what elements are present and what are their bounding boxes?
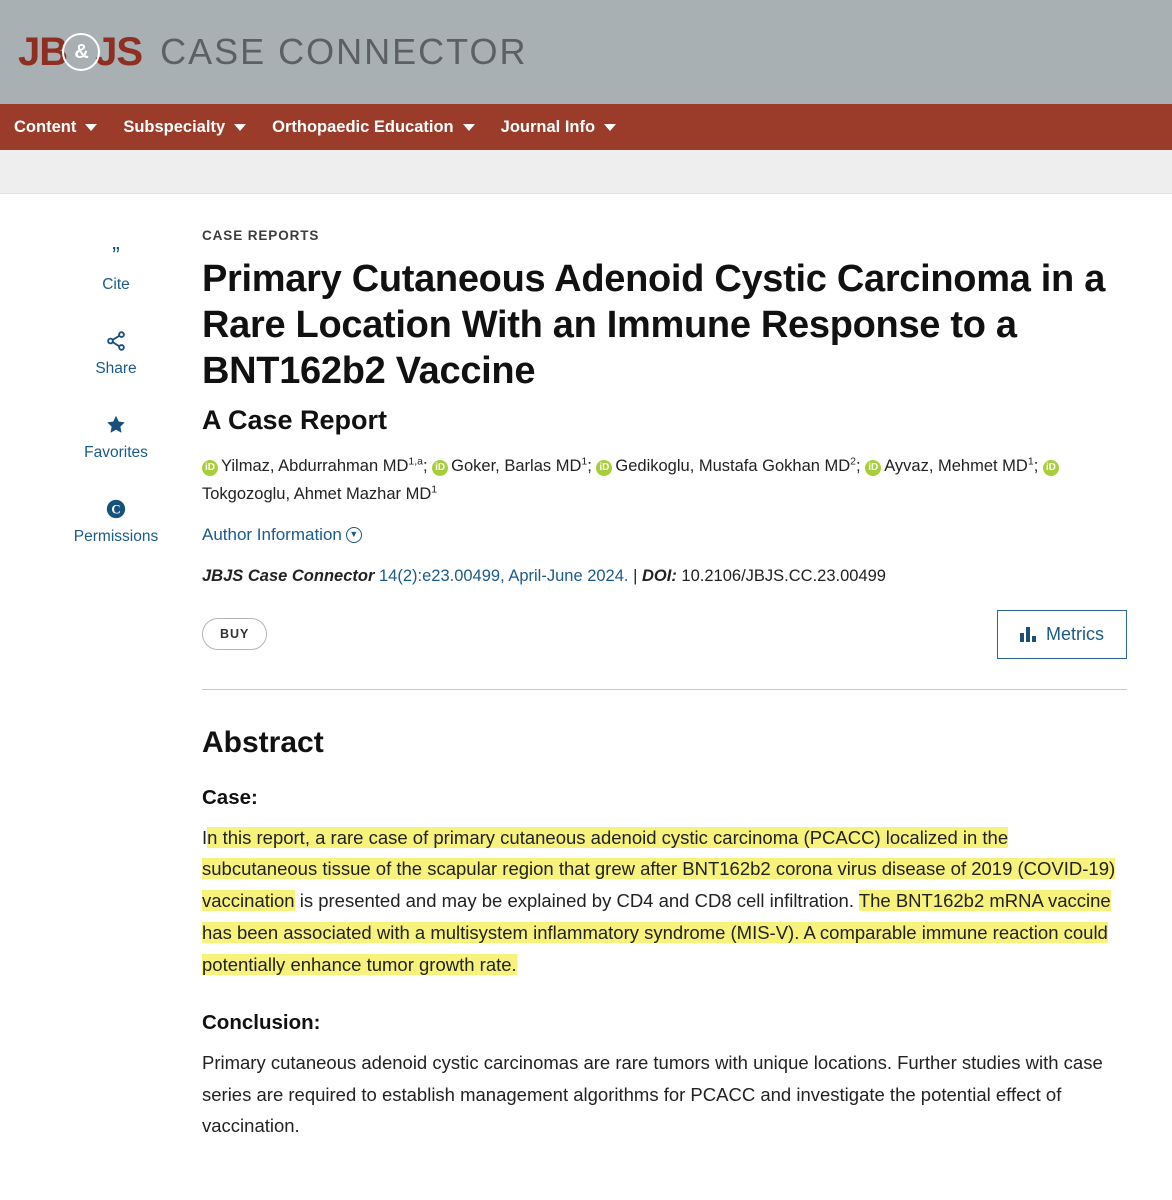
citation-separator: | — [633, 566, 638, 585]
author-separator: ; — [856, 456, 866, 475]
abstract-case-part: is presented and may be explained by CD4 and CD8 cell infiltration. — [294, 890, 859, 912]
orcid-icon[interactable]: iD — [596, 460, 612, 476]
author-entry[interactable] — [432, 457, 587, 475]
logo-wordmark: CASE CONNECTOR — [160, 31, 528, 72]
author-name: Yilmaz, Abdurrahman MD — [221, 456, 409, 475]
orcid-icon[interactable]: iD — [865, 460, 881, 476]
main-navigation — [0, 104, 1172, 150]
orcid-icon[interactable]: iD — [1043, 460, 1059, 476]
author-affiliation-marker: 1 — [1027, 455, 1034, 468]
nav-item-journal-info[interactable] — [501, 118, 616, 137]
logo-mark — [18, 30, 142, 75]
abstract-conclusion-heading: Conclusion: — [202, 1010, 321, 1034]
nav-item-orthopaedic-education[interactable] — [272, 118, 475, 137]
doi-value: 10.2106/JBJS.CC.23.00499 — [681, 566, 886, 585]
site-logo[interactable] — [18, 30, 527, 75]
author-affiliation-marker: 1,a — [408, 455, 423, 468]
nav-item-label: Orthopaedic Education — [272, 117, 454, 136]
cite-label: Cite — [102, 276, 130, 293]
section-divider — [202, 689, 1127, 690]
metrics-label: Metrics — [1046, 623, 1104, 644]
abstract-heading: Abstract — [202, 725, 324, 759]
author-name: Ayvaz, Mehmet MD — [884, 456, 1028, 475]
favorites-label: Favorites — [84, 444, 148, 461]
abstract-case-text — [202, 822, 1127, 981]
author-information-label: Author Information — [202, 524, 342, 544]
abstract-case-part: I — [202, 826, 208, 848]
citation-line — [202, 567, 1127, 586]
bar-chart-icon — [1020, 627, 1036, 642]
citation-volume-link[interactable]: 14(2):e23.00499, April-June 2024. — [378, 566, 629, 585]
chevron-down-icon — [234, 124, 246, 131]
author-entry[interactable] — [202, 457, 423, 475]
chevron-down-icon — [85, 124, 97, 131]
article-content — [192, 228, 1127, 1172]
author-separator: ; — [587, 456, 597, 475]
orcid-icon[interactable]: iD — [432, 460, 448, 476]
article-actions — [202, 610, 1127, 659]
chevron-down-icon — [604, 124, 616, 131]
author-separator: ; — [1033, 456, 1043, 475]
author-name: Gedikoglu, Mustafa Gokhan MD — [615, 456, 851, 475]
author-list — [202, 452, 1127, 509]
author-name: Tokgozoglu, Ahmet Mazhar MD — [202, 485, 432, 504]
quote-icon: ” — [112, 242, 120, 268]
journal-name: JBJS Case Connector — [202, 566, 375, 585]
nav-item-label: Journal Info — [500, 117, 596, 136]
author-name: Goker, Barlas MD — [451, 456, 582, 475]
share-button[interactable] — [40, 324, 192, 378]
metrics-button[interactable] — [997, 610, 1127, 659]
cite-button[interactable] — [40, 240, 192, 294]
author-affiliation-marker: 2 — [850, 455, 857, 468]
nav-item-label: Subspecialty — [123, 117, 226, 136]
nav-item-subspecialty[interactable] — [123, 118, 246, 137]
logo-jb: JB — [18, 29, 68, 74]
author-affiliation-marker: 1 — [431, 483, 438, 496]
nav-item-content[interactable] — [14, 118, 97, 137]
page-body — [0, 194, 1172, 1172]
secondary-bar — [0, 150, 1172, 194]
author-entry[interactable] — [865, 457, 1034, 475]
author-entry[interactable] — [596, 457, 856, 475]
site-masthead — [0, 0, 1172, 104]
share-icon — [40, 324, 192, 354]
svg-text:C: C — [111, 502, 121, 517]
abstract-case-part-highlighted: n this report, a rare case of primary cutaneous adenoid cystic carcinoma (PCACC) localized in the subcutaneous tissue of the scapular region that grew after BNT162b2 corona virus disease of 2019 (COVID-19) vaccination — [202, 826, 1116, 912]
abstract-case-heading: Case: — [202, 785, 258, 809]
article-kicker: CASE REPORTS — [202, 228, 320, 243]
copyright-icon — [40, 492, 192, 522]
article-subtitle: A Case Report — [202, 404, 388, 435]
buy-button[interactable]: BUY — [202, 618, 267, 650]
chevron-down-icon — [463, 124, 475, 131]
chevron-down-icon: ▼ — [346, 527, 362, 543]
doi-label: DOI: — [641, 566, 677, 585]
permissions-label: Permissions — [73, 528, 159, 545]
logo-js: JS — [95, 29, 143, 74]
nav-item-label: Content — [14, 117, 77, 136]
author-separator: ; — [422, 456, 433, 475]
abstract-case-part-highlighted: The BNT162b2 mRNA vaccine has been associated with a multisystem inflammatory syndrome (MIS-V). A comparable immune reaction could potentially enhance tumor growth rate. — [202, 890, 1111, 975]
star-icon — [40, 408, 192, 438]
permissions-button[interactable] — [40, 492, 192, 546]
logo-ampersand: & — [62, 33, 100, 71]
abstract-conclusion-text: Primary cutaneous adenoid cystic carcinomas are rare tumors with unique locations. Further studies with case series are required to establish management algorithms for PCACC and investigate the potential effect of vaccination. — [202, 1051, 1103, 1137]
share-label: Share — [95, 360, 137, 377]
orcid-icon[interactable]: iD — [202, 460, 218, 476]
author-affiliation-marker: 1 — [581, 455, 588, 468]
favorites-button[interactable] — [40, 408, 192, 462]
page-title: Primary Cutaneous Adenoid Cystic Carcinoma in a Rare Location With an Immune Response to a BNT162b2 Vaccine — [202, 258, 1106, 392]
author-information-toggle[interactable] — [202, 525, 362, 545]
article-tools-rail — [40, 228, 192, 1172]
